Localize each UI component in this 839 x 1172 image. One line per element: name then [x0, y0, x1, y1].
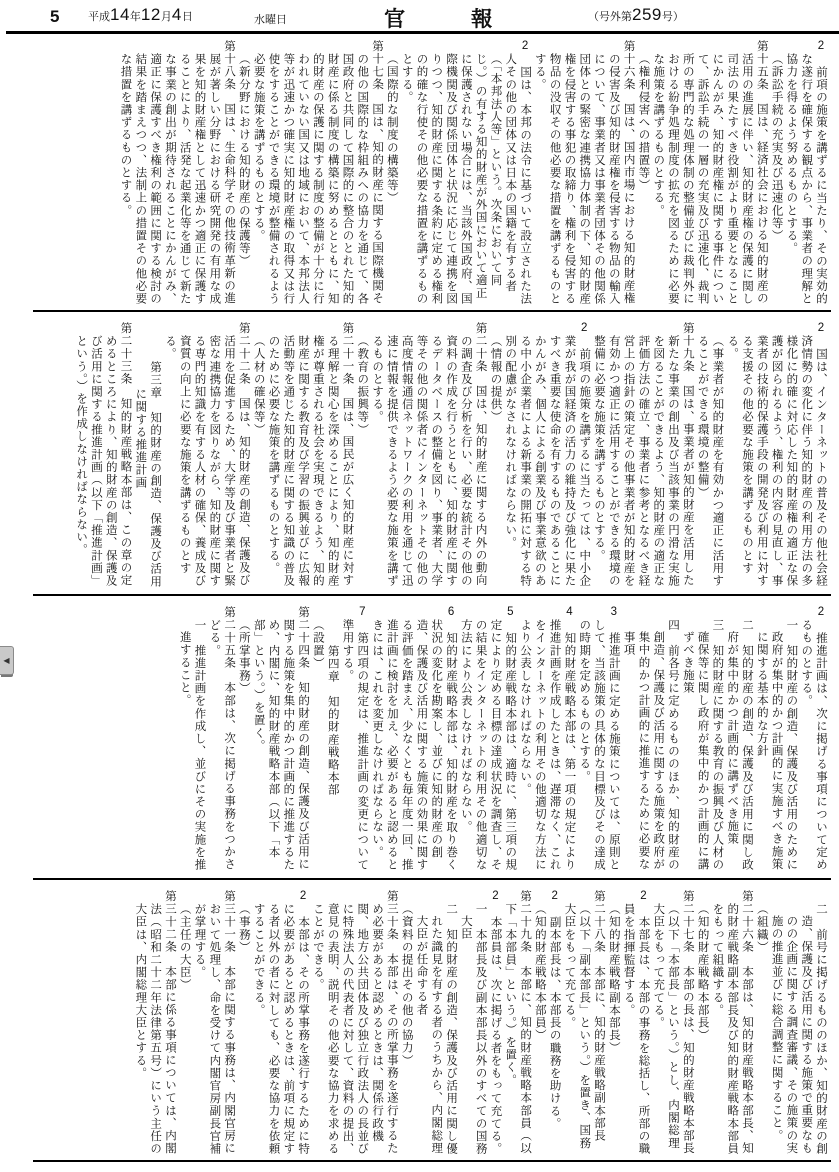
header-rule — [6, 31, 839, 34]
year-value: 14 — [110, 5, 130, 24]
law-paragraph: 第二十三条 知的財産戦略本部は、この章の定めるところにより、知的財産の創造、保護及び活用に関する推進計画（以下「推進計画」という。）を作成しなければならない。 — [75, 322, 132, 587]
law-paragraph: （新分野における知的財産の保護等） — [237, 53, 250, 268]
text-band-1 — [45, 40, 828, 308]
law-paragraph: （情報の提供） — [489, 335, 502, 424]
month-unit: 月 — [160, 11, 172, 23]
law-paragraph: 第三十条 本部は、その所掌事務を遂行するため必要があると認めるときは、関係行政機関、地方公共団体及び独立行政法人の長並びに特殊法人の代表者に対して、資料の提出、意見の表明、説明その他必要な協力を求めることができる。 — [311, 890, 398, 1155]
law-paragraph: 2 本部長は、本部の事務を総括し、所部の職員を指揮監督する。 — [622, 890, 650, 1156]
law-paragraph: 一 本部長及び副本部長以外のすべての国務大臣 — [459, 903, 487, 1155]
page-number: 5 — [50, 7, 61, 26]
law-paragraph: 第二十一条 国は、国民が広く知的財産に対する理解と関心を深めることにより、知的財産権が尊重される社会を実現できるよう、知的財産に関する教育及び学習の振興並びに広報活動等を通じた知的財産に関する知識の普及のために必要な施策を講ずるものとする。 — [267, 322, 354, 587]
text-band-3 — [45, 606, 828, 874]
text-band-4 — [45, 890, 828, 1158]
law-paragraph: （組織） — [755, 903, 768, 954]
band-divider — [33, 310, 831, 312]
masthead-char-left: 官 — [384, 7, 405, 31]
law-paragraph: 第十五条 国は、経済社会における知的財産の活用の進展に伴い、知的財産権の保護に関し司法の果たすべき役割がより重要となることにかんがみ、知的財産権に関する事件について、訴訟手続の一層の充実及び迅速化、裁判所の専門的な処理体制の整備並びに裁判外における紛争処理制度の拡充を図るために必要な施策を講ずるものとする。 — [652, 40, 768, 305]
law-paragraph: 第十七条 国は、知的財産に関する国際機関その他の国際的な枠組みへの協力を通じて、各国政府と共同して国際的に整合のとれた知的財産に係る制度の構築に努めるとともに、知的財産の保護に関する制度の整備が十分に行われていない国又は地域において、本邦法人等が迅速かつ確実に知的財産権の取得又は行使をすることができる環境が整備されるよう必要な施策を講ずるものとする。 — [252, 40, 384, 305]
law-paragraph: 2 本部は、その所掌事務を遂行するために特に必要があると認めるときは、前項に規定する者以外の者に対しても、必要な協力を依頼することができる。 — [252, 890, 310, 1156]
law-paragraph: 第二十二条 国は、知的財産の創造、保護及び活用を促進するため、大学等及び事業者と緊密な連携協力を図りながら、知的財産に関する専門的知識を有する人材の確保、養成及び資質の向上に必要な施策を講ずるものとする。 — [163, 322, 250, 587]
issue-suffix: 号） — [661, 11, 684, 23]
law-paragraph: 第二十五条 本部は、次に掲げる事務をつかさどる。 — [208, 606, 236, 871]
law-paragraph: 第二十四条 知的財産の創造、保護及び活用に関する施策を集中的かつ計画的に推進するため、内閣に、知的財産戦略本部（以下「本部」という。）を置く。 — [252, 606, 310, 871]
law-paragraph: 第十六条 国は、国内市場における知的財産権の侵害及び知的財産権を侵害する物品の輸入について、事業者又は事業者団体その他関係団体との緊密な連携協力体制の下、知的財産権を侵害する事犯の取締り、権利を侵害する物品の没収その他必要な措置を講ずるものとする。 — [533, 40, 635, 305]
law-paragraph: 2 国は、本邦の法令に基づいて設立された法人その他の団体又は日本の国籍を有する者（「本邦法人等」という。次条において同じ。）の有する知的財産が外国において適正に保護されない場合には、当該外国政府、国際機関及び関係団体と状況に応じて連携を図りつつ、知的財産に関する条約に定める権利の的確な行使その他必要な措置を講ずるものとする。 — [400, 40, 532, 306]
law-paragraph: 2 前項の施策を講ずるに当たり、その実効的な遂行を確保する観点から、事業者の理解と協力を得るよう努めるものとする。 — [785, 40, 827, 306]
law-paragraph: 4 知的財産戦略本部は、第一項の規定により推進計画を作成したときは、遅滞なく、これをインターネットの利用その他適切な方法により公表しなければならない。 — [519, 606, 576, 872]
law-paragraph: 2 副本部長は、本部長の職務を助ける。 — [548, 890, 561, 1130]
law-paragraph: 第二十九条 本部に、知的財産戦略本部員（以下「本部員」という。）を置く。 — [504, 890, 532, 1155]
day-value: 4 — [171, 5, 182, 24]
law-paragraph: （主任の大臣） — [178, 903, 191, 992]
law-paragraph: 5 知的財産戦略本部は、適時に、第三項の規定により定める目標の達成状況を調査し、その結果をインターネットの利用その他適切な方法により公表しなければならない。 — [459, 606, 517, 872]
law-paragraph: 二 知的財産の創造、保護及び活用に関し政府が集中的かつ計画的に講ずべき施策 — [726, 619, 754, 871]
law-paragraph: 三 知的財産に関する教育の振興及び人材の確保等に関し政府が集中的かつ計画的に講ずべき施策 — [681, 619, 724, 871]
law-paragraph: 7 第四項の規定は、推進計画の変更について準用する。 — [341, 606, 369, 872]
law-paragraph: 一 推進計画を作成し、並びにその実施を推進すること。 — [178, 619, 206, 871]
law-paragraph: （資料の提出その他の協力） — [400, 903, 413, 1067]
law-paragraph: （教育の振興等） — [356, 335, 369, 436]
law-paragraph: 3 推進計画に定める施策については、原則として、当該施策の具体的な目標及びその達成の時期を定めるものとする。 — [578, 606, 620, 872]
law-paragraph: （事務） — [237, 903, 250, 954]
law-paragraph: 第二十六条 本部は、知的財産戦略本部長、知的財産戦略副本部長及び知的財産戦略本部員をもって組織する。 — [711, 890, 754, 1155]
law-paragraph: （知的財産戦略副本部長） — [607, 903, 620, 1055]
law-paragraph: （訴訟手続の充実及び迅速化等） — [770, 53, 783, 242]
law-paragraph: 二 知的財産の創造、保護及び活用に関し優れた識見を有する者のうちから、内閣総理大臣が任命する者 — [415, 903, 458, 1155]
law-paragraph: 2 前項の施策を講ずるに当たっては、中小企業が我が国経済の活力の維持及び強化に果たすべき重要な使命を有するものであることにかんがみ、個人による創業及び事業意欲のある中小企業者による新事業の開拓に対する特別の配慮がなされなければならない。 — [504, 322, 591, 588]
law-paragraph: 6 知的財産戦略本部は、知的財産を取り巻く状況の変化を勘案し、並びに知的財産の創造、保護及び活用に関する施策の効果に関する評価を踏まえ、少なくとも毎年度一回、推進計画に検討を加え、必要があると認めるときには、これを変更しなければならない。 — [371, 606, 458, 872]
law-paragraph: 第十九条 国は、事業者が知的財産を活用した新たな事業の創出及び当該事業の円滑な実施を図ることができるよう、知的財産の適正な評価方法の確立、事業者に参考となるべき経営上の指針の策定その他事業者が知的財産を有効かつ適正に活用することができる環境の整備に必要な施策を講ずるものとする。 — [593, 322, 694, 587]
law-paragraph: 第二十八条 本部に、知的財産戦略副本部長（以下「副本部長」という。）を置き、国務大臣をもって充てる。 — [563, 890, 606, 1150]
era-label: 平成 — [88, 11, 110, 23]
viewer-collapse-handle[interactable] — [0, 646, 14, 675]
law-paragraph: （所掌事務） — [237, 619, 250, 695]
law-paragraph: 2 国は、インターネットの普及その他社会経済情勢の変化に伴う知的財産の利用方法の多様化に的確に対応した知的財産権の適正な保護が図られるよう、権利の内容の見直し、事業者の技術的保護手段の開発及び利用に対する支援その他必要な施策を講ずるものとする。 — [726, 322, 827, 588]
issue-prefix: （号外第 — [588, 11, 632, 23]
law-paragraph: 第三章 知的財産の創造、保護及び活用に関する推進計画 — [134, 361, 162, 588]
law-paragraph: 2 推進計画は、次に掲げる事項について定めるものとする。 — [800, 606, 827, 872]
law-paragraph: 第二十七条 本部の長は、知的財産戦略本部長（以下「本部長」という。）とし、内閣総理大臣をもって充てる。 — [652, 890, 694, 1155]
law-paragraph: （国際的な制度の構築等） — [385, 53, 398, 205]
law-paragraph: 一 知的財産の創造、保護及び活用のために政府が集中的かつ計画的に実施すべき施策に関する基本的な方針 — [755, 619, 798, 871]
law-paragraph: 第三十二条 本部に係る事項については、内閣法（昭和二十二年法律第五号）にいう主任の大臣は、内閣総理大臣とする。 — [134, 890, 176, 1155]
masthead-char-right: 報 — [471, 7, 492, 31]
band-divider — [33, 878, 831, 880]
law-paragraph: 2 本部員は、次に掲げる者をもって充てる。 — [489, 890, 502, 1156]
issue-date — [88, 5, 193, 25]
issue-number-value: 259 — [632, 5, 662, 24]
year-unit: 年 — [129, 11, 141, 23]
collapse-arrow-icon: ◀ — [3, 656, 10, 665]
law-paragraph: 第四章 知的財産戦略本部 — [326, 645, 339, 797]
law-paragraph: （人材の確保等） — [252, 335, 265, 436]
weekday-label: 水曜日 — [254, 14, 287, 26]
text-band-2 — [45, 322, 828, 590]
law-paragraph: 第十八条 国は、生命科学その他技術革新の進展が著しい分野における研究開発の有用な成果を知的財産権として迅速かつ適正に保護することにより、活発な起業化等を通じて新たな事業の創出が期待されることにかんがみ、適正に保護すべき権利の範囲に関する検討の結果を踏まえつつ、法制上の措置その他必要な措置を講ずるものとする。 — [119, 40, 236, 305]
band-divider — [33, 594, 831, 596]
month-value: 12 — [140, 5, 161, 24]
law-paragraph: （知的財産戦略本部員） — [533, 903, 546, 1042]
day-unit: 日 — [181, 11, 193, 23]
law-paragraph: （権利侵害への措置等） — [637, 53, 650, 192]
page-header — [0, 0, 839, 31]
band-divider — [33, 1160, 831, 1162]
law-paragraph: 第三十一条 本部に関する事務は、内閣官房において処理し、命を受けて内閣官房副長官補が掌理する。 — [193, 890, 236, 1155]
law-paragraph: 四 前各号に定めるもののほか、知的財産の創造、保護及び活用に関する施策を政府が集中的かつ計画的に推進するために必要な事項 — [622, 619, 680, 871]
law-paragraph: （知的財産戦略本部長） — [696, 903, 709, 1042]
law-paragraph: 二 前号に掲げるもののほか、知的財産の創造、保護及び活用に関する施策で重要なものの企画に関する調査審議、その施策の実施の推進並びに総合調整に関すること。 — [770, 903, 827, 1155]
law-paragraph: （事業者が知的財産を有効かつ適正に活用することができる環境の整備） — [696, 335, 724, 587]
issue-number — [588, 5, 684, 25]
masthead-title — [384, 3, 492, 33]
law-paragraph: （設置） — [311, 619, 324, 670]
law-paragraph: 第二十条 国は、知的財産に関する内外の動向の調査及び分析を行い、必要な統計その他の資料の作成を行うとともに、知的財産に関するデータベースの整備を図り、事業者、大学等その他の関係者にインターネットその他の高度情報通信ネットワークの利用を通じて迅速に情報を提供できるよう必要な施策を講ずるものとする。 — [371, 322, 487, 587]
